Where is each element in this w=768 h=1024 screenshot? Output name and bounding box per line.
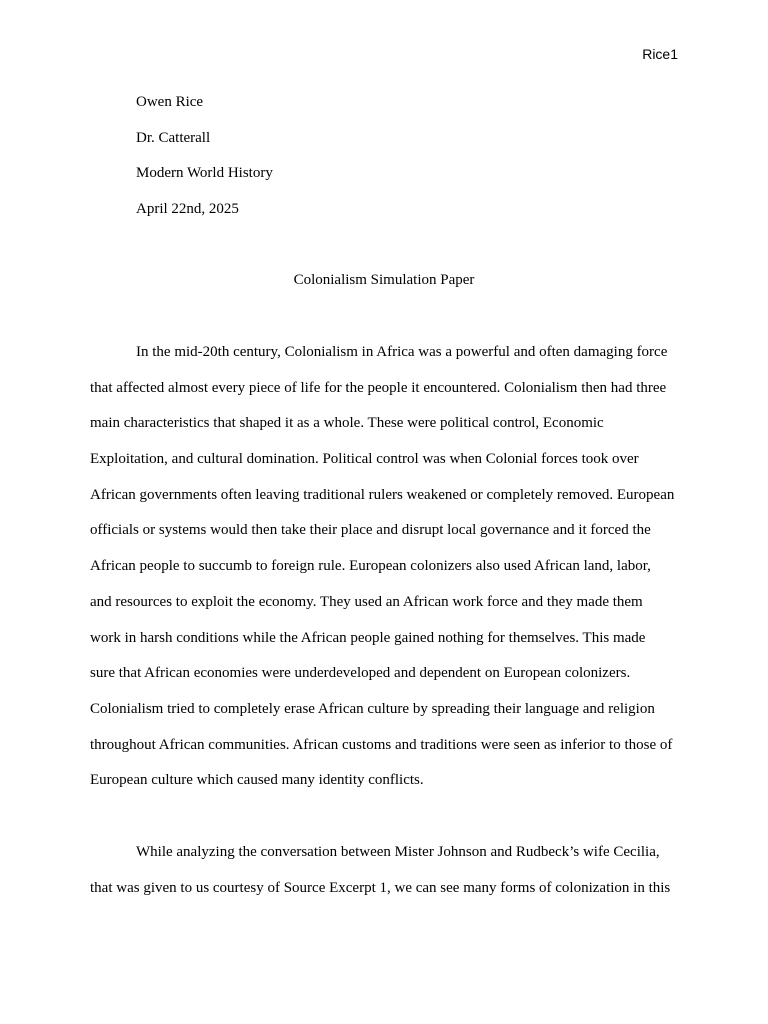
paragraph-line: While analyzing the conversation between Mister Johnson and Rudbeck’s wife Cecilia, [136,844,660,860]
body-paragraph [90,342,678,806]
paper-title: Colonialism Simulation Paper [293,272,475,288]
paragraph-line: European culture which caused many identity conflicts. [90,772,424,789]
course-name: Modern World History [136,165,273,182]
paragraph-line: In the mid-20th century, Colonialism in Africa was a powerful and often damaging force [136,344,668,360]
paragraph-line: sure that African economies were underdeveloped and dependent on European colonizers. [90,665,631,682]
paragraph-line: main characteristics that shaped it as a whole. These were political control, Economic [90,415,604,432]
paragraph-line: Exploitation, and cultural domination. Political control was when Colonial forces took over [90,451,639,468]
paragraph-line: Colonialism tried to completely erase African culture by spreading their language and religion [90,700,655,717]
paragraph-line: African people to succumb to foreign rule. European colonizers also used African land, labor, [90,558,651,575]
author-name: Owen Rice [136,94,204,110]
instructor-name: Dr. Catterall [136,129,211,146]
running-header-page-number: Rice1 [642,46,678,62]
mla-heading [136,92,273,235]
paragraph-line: that was given to us courtesy of Source Excerpt 1, we can see many forms of colonization in this [90,879,671,896]
paragraph-line: throughout African communities. African customs and traditions were seen as inferior to those of [90,736,673,753]
paragraph-line: work in harsh conditions while the African people gained nothing for themselves. This made [90,629,646,646]
paper-date: April 22nd, 2025 [136,201,239,218]
paragraph-line: officials or systems would then take their place and disrupt local governance and it forced the [90,522,651,539]
paragraph-line: African governments often leaving traditional rulers weakened or completely removed. European [90,486,675,503]
paragraph-line: that affected almost every piece of life for the people it encountered. Colonialism then had three [90,379,667,396]
paragraph-line: and resources to exploit the economy. They used an African work force and they made them [90,593,643,610]
body-paragraph [90,842,678,913]
